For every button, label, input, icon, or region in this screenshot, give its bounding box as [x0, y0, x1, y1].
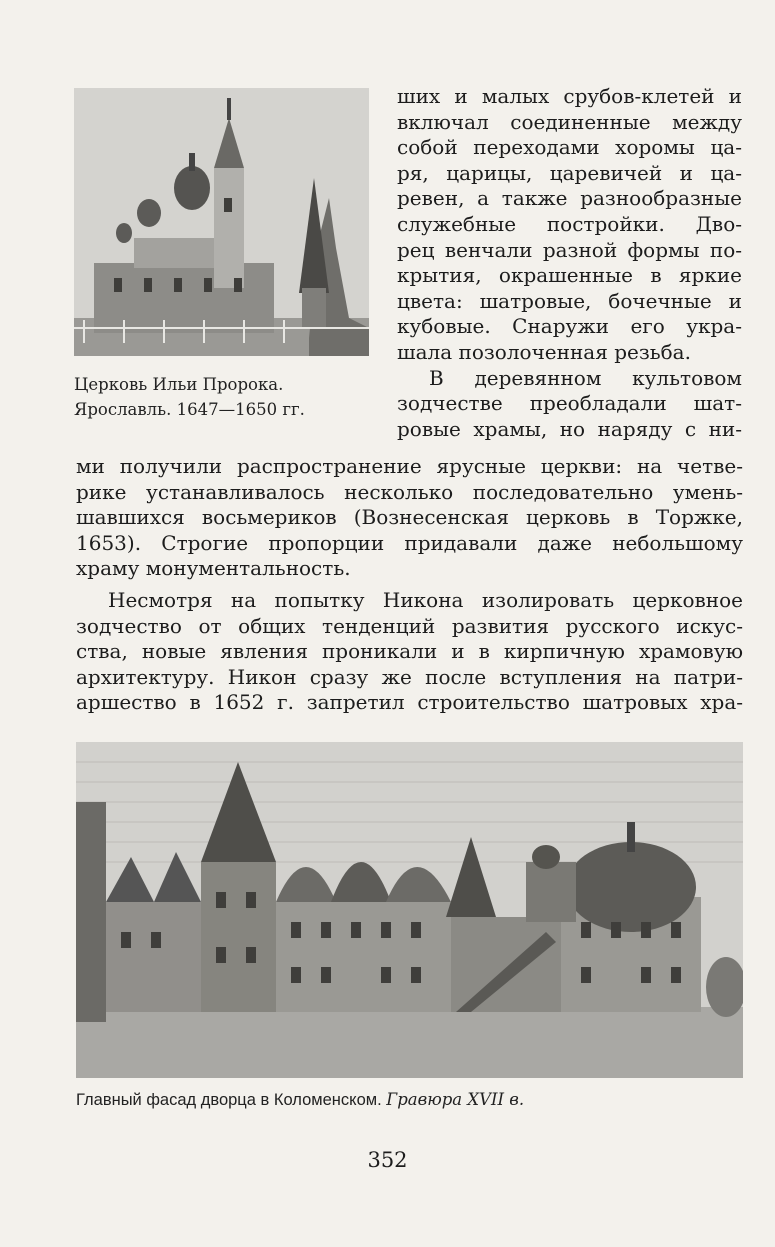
text-line: рец венчали разной формы по-	[397, 237, 742, 262]
text-line: Несмотря на попытку Никона изолировать церковное	[108, 587, 743, 612]
figure2-caption-italic: Гравюра XVII в.	[386, 1090, 525, 1109]
text-line: ря, царицы, царевичей и ца-	[397, 160, 742, 185]
text-line: храму монументальность.	[76, 556, 351, 581]
text-line: ревен, а также разнообразные	[397, 186, 742, 211]
church-photo	[74, 88, 369, 356]
text-line: ства, новые явления проникали и в кирпичную храмовую	[76, 639, 743, 664]
text-line: цвета: шатровые, бочечные и	[397, 288, 742, 313]
text-line: В деревянном культовом	[429, 365, 742, 390]
figure1-caption	[74, 372, 374, 422]
text-line: собой переходами хоромы ца-	[397, 135, 742, 160]
text-line: шавшихся восьмериков (Вознесенская церковь в Торжке,	[76, 505, 743, 530]
page-number: 352	[367, 1148, 408, 1172]
figure1-caption-line: Ярославль. 1647—1650 гг.	[74, 400, 305, 419]
text-line: ми получили распространение ярусные церкви: на четве-	[76, 454, 743, 478]
text-line: ровые храмы, но наряду с ни-	[397, 416, 742, 441]
text-line: 1653). Строгие пропорции придавали даже небольшому	[76, 530, 743, 555]
text-line: зодчестве преобладали шат-	[397, 391, 742, 416]
full-width-text	[76, 454, 743, 716]
text-line: крытия, окрашенные в яркие	[397, 263, 742, 288]
text-line: зодчество от общих тенденций развития русского искус-	[76, 613, 743, 638]
text-line: рике устанавливалось несколько последовательно умень-	[76, 479, 743, 504]
right-column-text	[397, 84, 742, 442]
text-line: включал соединенные между	[397, 109, 742, 134]
text-line: аршество в 1652 г. запретил строительство шатровых хра-	[76, 690, 743, 715]
paragraph-2	[76, 588, 743, 716]
figure2-caption-main: Главный фасад дворца в Коломенском.	[76, 1091, 382, 1109]
palace-engraving	[76, 742, 743, 1078]
text-line: архитектуру. Никон сразу же после вступления на патри-	[76, 664, 743, 689]
text-line: ших и малых срубов-клетей и	[397, 84, 742, 108]
figure1-caption-line: Церковь Ильи Пророка.	[74, 375, 284, 394]
text-line: служебные постройки. Дво-	[397, 211, 742, 236]
text-line: шала позолоченная резьба.	[397, 339, 691, 364]
figure2-caption	[76, 1088, 743, 1112]
text-line: кубовые. Снаружи его укра-	[397, 314, 742, 339]
